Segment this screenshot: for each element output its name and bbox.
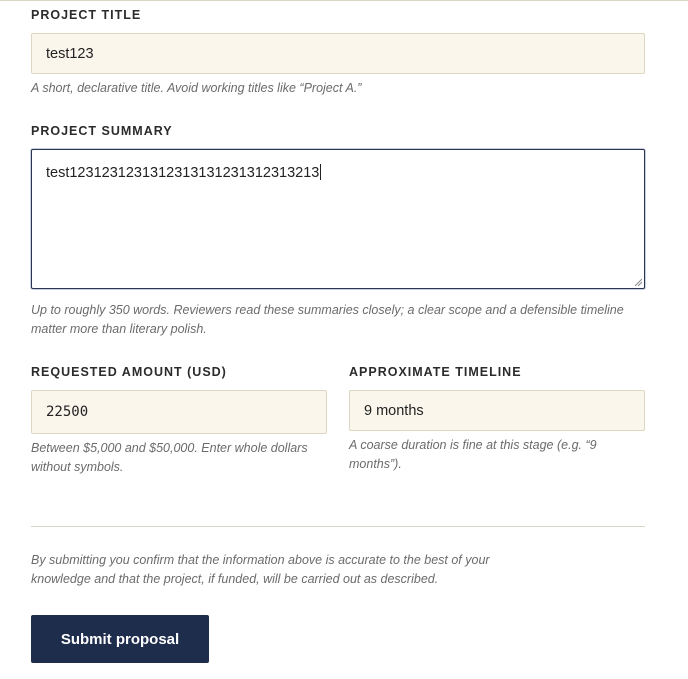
approximate-timeline-value: 9 months [364,402,424,419]
submit-proposal-button[interactable]: Submit proposal [31,615,209,663]
top-border [0,0,688,1]
requested-amount-label: REQUESTED AMOUNT (USD) [31,365,227,379]
resize-handle-icon[interactable] [634,278,642,286]
project-title-label: PROJECT TITLE [31,8,142,22]
requested-amount-input[interactable] [31,390,327,434]
project-title-input[interactable] [31,33,645,74]
project-title-help: A short, declarative title. Avoid working titles like “Project A.” [31,81,362,95]
section-divider [31,526,645,527]
approximate-timeline-input[interactable] [349,390,645,431]
confirmation-text: By submitting you confirm that the information above is accurate to the best of your knowledge and that the project, if funded, will be carried out as described. [31,553,490,586]
requested-amount-value: 22500 [46,404,89,420]
project-title-value: test123 [46,45,94,62]
project-summary-value: test12312312313123131312313123132​13 [46,165,320,181]
project-summary-textarea[interactable] [31,149,645,289]
approximate-timeline-label: APPROXIMATE TIMELINE [349,365,522,379]
text-caret [320,164,321,180]
project-summary-help: Up to roughly 350 words. Reviewers read these summaries closely; a clear scope and a defensible timeline matter more than literary polish. [31,303,624,336]
approximate-timeline-help: A coarse duration is fine at this stage (e.g. “9 months”). [349,438,597,471]
requested-amount-help: Between $5,000 and $50,000. Enter whole dollars without symbols. [31,441,308,474]
project-summary-label: PROJECT SUMMARY [31,124,173,138]
